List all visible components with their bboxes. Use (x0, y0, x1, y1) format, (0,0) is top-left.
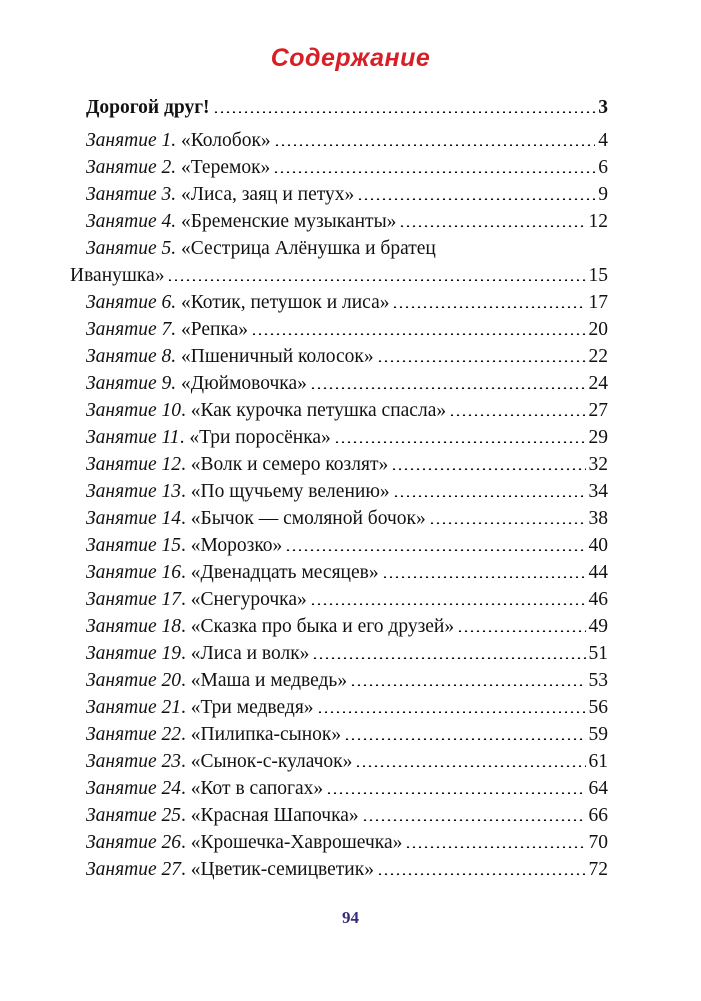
toc-entry-row[interactable] (86, 343, 608, 370)
dot-leader (334, 441, 586, 443)
toc-entry-page: 53 (588, 670, 608, 691)
toc-entry-row[interactable] (86, 586, 608, 613)
toc-entry-row[interactable] (86, 451, 608, 478)
dot-leader (449, 414, 585, 416)
toc-entry-label: Занятие 11. «Три поросёнка» (86, 427, 331, 448)
dot-leader (382, 576, 586, 578)
toc-entry-page: 6 (598, 157, 608, 178)
toc-entry-number: Занятие 9. (86, 373, 177, 394)
toc-entry-number: Занятие 15 (86, 535, 182, 556)
toc-entry-label: Занятие 17. «Снегурочка» (86, 589, 307, 610)
toc-entry-label: Занятие 3. «Лиса, заяц и петух» (86, 184, 355, 205)
toc-entry-label: Занятие 26. «Крошечка-Хаврошечка» (86, 832, 403, 853)
toc-entry-label: Занятие 8. «Пшеничный колосок» (86, 346, 374, 367)
dot-leader (405, 846, 585, 848)
toc-entry-row[interactable] (86, 667, 608, 694)
dot-leader (357, 198, 595, 200)
toc-entry-label: Занятие 15. «Морозко» (86, 535, 283, 556)
table-of-contents (70, 94, 608, 883)
toc-entry-page: 24 (588, 373, 608, 394)
dot-leader (285, 549, 585, 551)
toc-entry-continuation-row[interactable] (70, 262, 608, 289)
toc-entry-row[interactable] (86, 397, 608, 424)
toc-entry-label: Занятие 27. «Цветик-семицветик» (86, 859, 374, 880)
toc-entry-number: Занятие 18 (86, 616, 182, 637)
toc-entry-label: Занятие 20. «Маша и медведь» (86, 670, 348, 691)
toc-entry-page: 64 (588, 778, 608, 799)
toc-entry-row[interactable] (86, 640, 608, 667)
toc-entry-number: Занятие 16 (86, 562, 182, 583)
toc-entry-number: Занятие 4. (86, 211, 177, 232)
toc-entry-label: Занятие 7. «Репка» (86, 319, 249, 340)
toc-entry-number: Занятие 11 (86, 427, 180, 448)
toc-entry-label: Занятие 12. «Волк и семеро козлят» (86, 454, 389, 475)
toc-entry-number: Занятие 1. (86, 130, 177, 151)
toc-entry-label: Занятие 10. «Как курочка петушка спасла» (86, 400, 447, 421)
toc-intro-label: Дорогой друг! (86, 97, 210, 118)
toc-entry-row[interactable] (86, 208, 608, 235)
toc-entry-page: 32 (588, 454, 608, 475)
page-title: Содержание (270, 44, 431, 72)
toc-entry-page: 38 (588, 508, 608, 529)
toc-entry-label: Занятие 14. «Бычок — смоляной бочок» (86, 508, 426, 529)
toc-entry-row[interactable] (86, 802, 608, 829)
toc-entry-row[interactable] (86, 478, 608, 505)
toc-entry-label: Занятие 18. «Сказка про быка и его друзей» (86, 616, 455, 637)
toc-entry-label: Занятие 19. «Лиса и волк» (86, 643, 310, 664)
dot-leader (310, 603, 586, 605)
dot-leader (310, 387, 586, 389)
toc-entry-number: Занятие 26 (86, 832, 182, 853)
toc-entry-row[interactable] (86, 127, 608, 154)
toc-entry-row[interactable] (86, 289, 608, 316)
toc-entry-number: Занятие 22 (86, 724, 182, 745)
toc-entries (70, 127, 608, 883)
dot-leader (167, 279, 585, 281)
dot-leader (350, 684, 585, 686)
dot-leader (429, 522, 586, 524)
dot-leader (251, 333, 585, 335)
dot-leader (273, 171, 595, 173)
toc-entry-page: 59 (588, 724, 608, 745)
toc-entry-page: 29 (588, 427, 608, 448)
dot-leader (392, 306, 585, 308)
toc-entry-page: 17 (588, 292, 608, 313)
toc-entry-row[interactable] (86, 505, 608, 532)
dot-leader (377, 873, 586, 875)
toc-entry-label: Занятие 13. «По щучьему велению» (86, 481, 390, 502)
dot-leader (213, 111, 596, 113)
toc-entry-label: Занятие 2. «Теремок» (86, 157, 271, 178)
dot-leader (312, 657, 585, 659)
toc-entry-page: 12 (588, 211, 608, 232)
toc-entry-row[interactable] (86, 748, 608, 775)
toc-entry-number: Занятие 8. (86, 346, 177, 367)
toc-entry-number: Занятие 21 (86, 697, 182, 718)
dot-leader (355, 765, 585, 767)
toc-entry-label: Занятие 6. «Котик, петушок и лиса» (86, 292, 390, 313)
toc-entry-row[interactable] (86, 694, 608, 721)
dot-leader (457, 630, 585, 632)
toc-entry-number: Занятие 7. (86, 319, 177, 340)
dot-leader (326, 792, 585, 794)
toc-entry-number: Занятие 20 (86, 670, 182, 691)
toc-entry-number: Занятие 23 (86, 751, 182, 772)
page-number: 94 (342, 908, 359, 927)
toc-entry-row[interactable] (86, 559, 608, 586)
dot-leader (391, 468, 585, 470)
toc-entry-label: Занятие 5. «Сестрица Алёнушка и братец (86, 238, 436, 259)
toc-entry-label: Занятие 25. «Красная Шапочка» (86, 805, 359, 826)
toc-entry-page: 15 (588, 265, 608, 286)
toc-entry-page: 61 (588, 751, 608, 772)
toc-entry-page: 56 (588, 697, 608, 718)
toc-entry-label: Занятие 9. «Дюймовочка» (86, 373, 307, 394)
toc-entry-page: 20 (588, 319, 608, 340)
toc-entry-number: Занятие 2. (86, 157, 177, 178)
toc-entry-page: 44 (588, 562, 608, 583)
toc-entry-page: 9 (598, 184, 608, 205)
toc-entry-number: Занятие 10 (86, 400, 182, 421)
dot-leader (274, 144, 596, 146)
toc-entry-label: Занятие 22. «Пилипка-сынок» (86, 724, 342, 745)
toc-entry-row[interactable] (86, 316, 608, 343)
toc-entry-number: Занятие 13 (86, 481, 182, 502)
toc-entry-number: Занятие 24 (86, 778, 182, 799)
toc-entry-number: Занятие 19 (86, 643, 182, 664)
toc-entry-page: 4 (598, 130, 608, 151)
dot-leader (362, 819, 586, 821)
toc-entry-label: Занятие 1. «Колобок» (86, 130, 271, 151)
toc-entry-row[interactable] (86, 775, 608, 802)
toc-entry-page: 46 (588, 589, 608, 610)
toc-entry-row[interactable] (86, 613, 608, 640)
toc-entry-number: Занятие 12 (86, 454, 182, 475)
toc-entry-page: 66 (588, 805, 608, 826)
toc-entry-row[interactable] (86, 235, 608, 262)
dot-leader (344, 738, 585, 740)
dot-leader (377, 360, 586, 362)
toc-entry-label: Занятие 23. «Сынок-с-кулачок» (86, 751, 353, 772)
toc-entry-page: 34 (588, 481, 608, 502)
toc-entry-row[interactable] (86, 424, 608, 451)
dot-leader (317, 711, 586, 713)
toc-entry-page: 72 (588, 859, 608, 880)
toc-intro-row[interactable] (86, 94, 608, 121)
toc-entry-number: Занятие 17 (86, 589, 182, 610)
toc-entry-label: Занятие 21. «Три медведя» (86, 697, 314, 718)
toc-intro-page: 3 (598, 97, 608, 118)
toc-entry-page: 27 (588, 400, 608, 421)
toc-entry-row[interactable] (86, 370, 608, 397)
toc-entry-number: Занятие 6. (86, 292, 177, 313)
toc-entry-row[interactable] (86, 829, 608, 856)
toc-entry-row[interactable] (86, 532, 608, 559)
toc-entry-number: Занятие 3. (86, 184, 177, 205)
toc-entry-row[interactable] (86, 856, 608, 883)
toc-entry-page: 49 (588, 616, 608, 637)
toc-entry-number: Занятие 25 (86, 805, 182, 826)
toc-entry-page: 70 (588, 832, 608, 853)
toc-entry-label: Занятие 4. «Бременские музыканты» (86, 211, 397, 232)
toc-entry-row[interactable] (86, 181, 608, 208)
toc-entry-page: 51 (588, 643, 608, 664)
toc-entry-page: 22 (588, 346, 608, 367)
toc-entry-row[interactable] (86, 154, 608, 181)
dot-leader (393, 495, 586, 497)
toc-entry-page: 40 (588, 535, 608, 556)
toc-entry-label: Занятие 16. «Двенадцать месяцев» (86, 562, 379, 583)
toc-entry-row[interactable] (86, 721, 608, 748)
toc-entry-number: Занятие 5. (86, 238, 177, 259)
toc-entry-label: Занятие 24. «Кот в сапогах» (86, 778, 324, 799)
toc-entry-number: Занятие 14 (86, 508, 182, 529)
toc-entry-continuation: Иванушка» (70, 265, 165, 286)
toc-entry-number: Занятие 27 (86, 859, 182, 880)
dot-leader (399, 225, 585, 227)
